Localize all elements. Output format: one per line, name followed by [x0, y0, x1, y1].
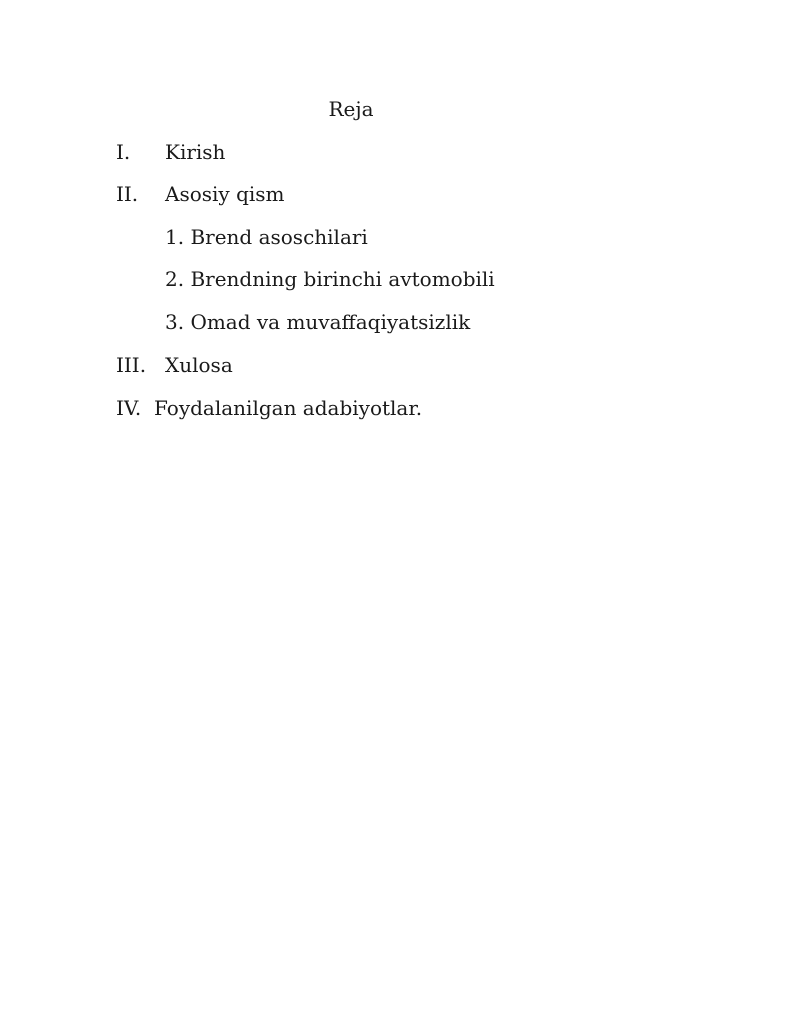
roman-numeral: III.	[116, 353, 147, 377]
outline-item-label: Xulosa	[165, 353, 233, 377]
document-title: Reja	[328, 97, 374, 121]
outline-subitem-label: 2. Brendning birinchi avtomobili	[165, 267, 495, 291]
roman-numeral: II.	[116, 182, 139, 206]
outline-subitem-label: 1. Brend asoschilari	[165, 225, 368, 249]
outline-item-label: Kirish	[165, 140, 226, 164]
outline-item-label: Foydalanilgan adabiyotlar.	[154, 396, 423, 420]
outline-subitem-label: 3. Omad va muvaffaqiyatsizlik	[165, 310, 471, 334]
roman-numeral: IV.	[116, 396, 142, 420]
roman-numeral: I.	[116, 140, 131, 164]
outline-item-label: Asosiy qism	[165, 182, 285, 206]
